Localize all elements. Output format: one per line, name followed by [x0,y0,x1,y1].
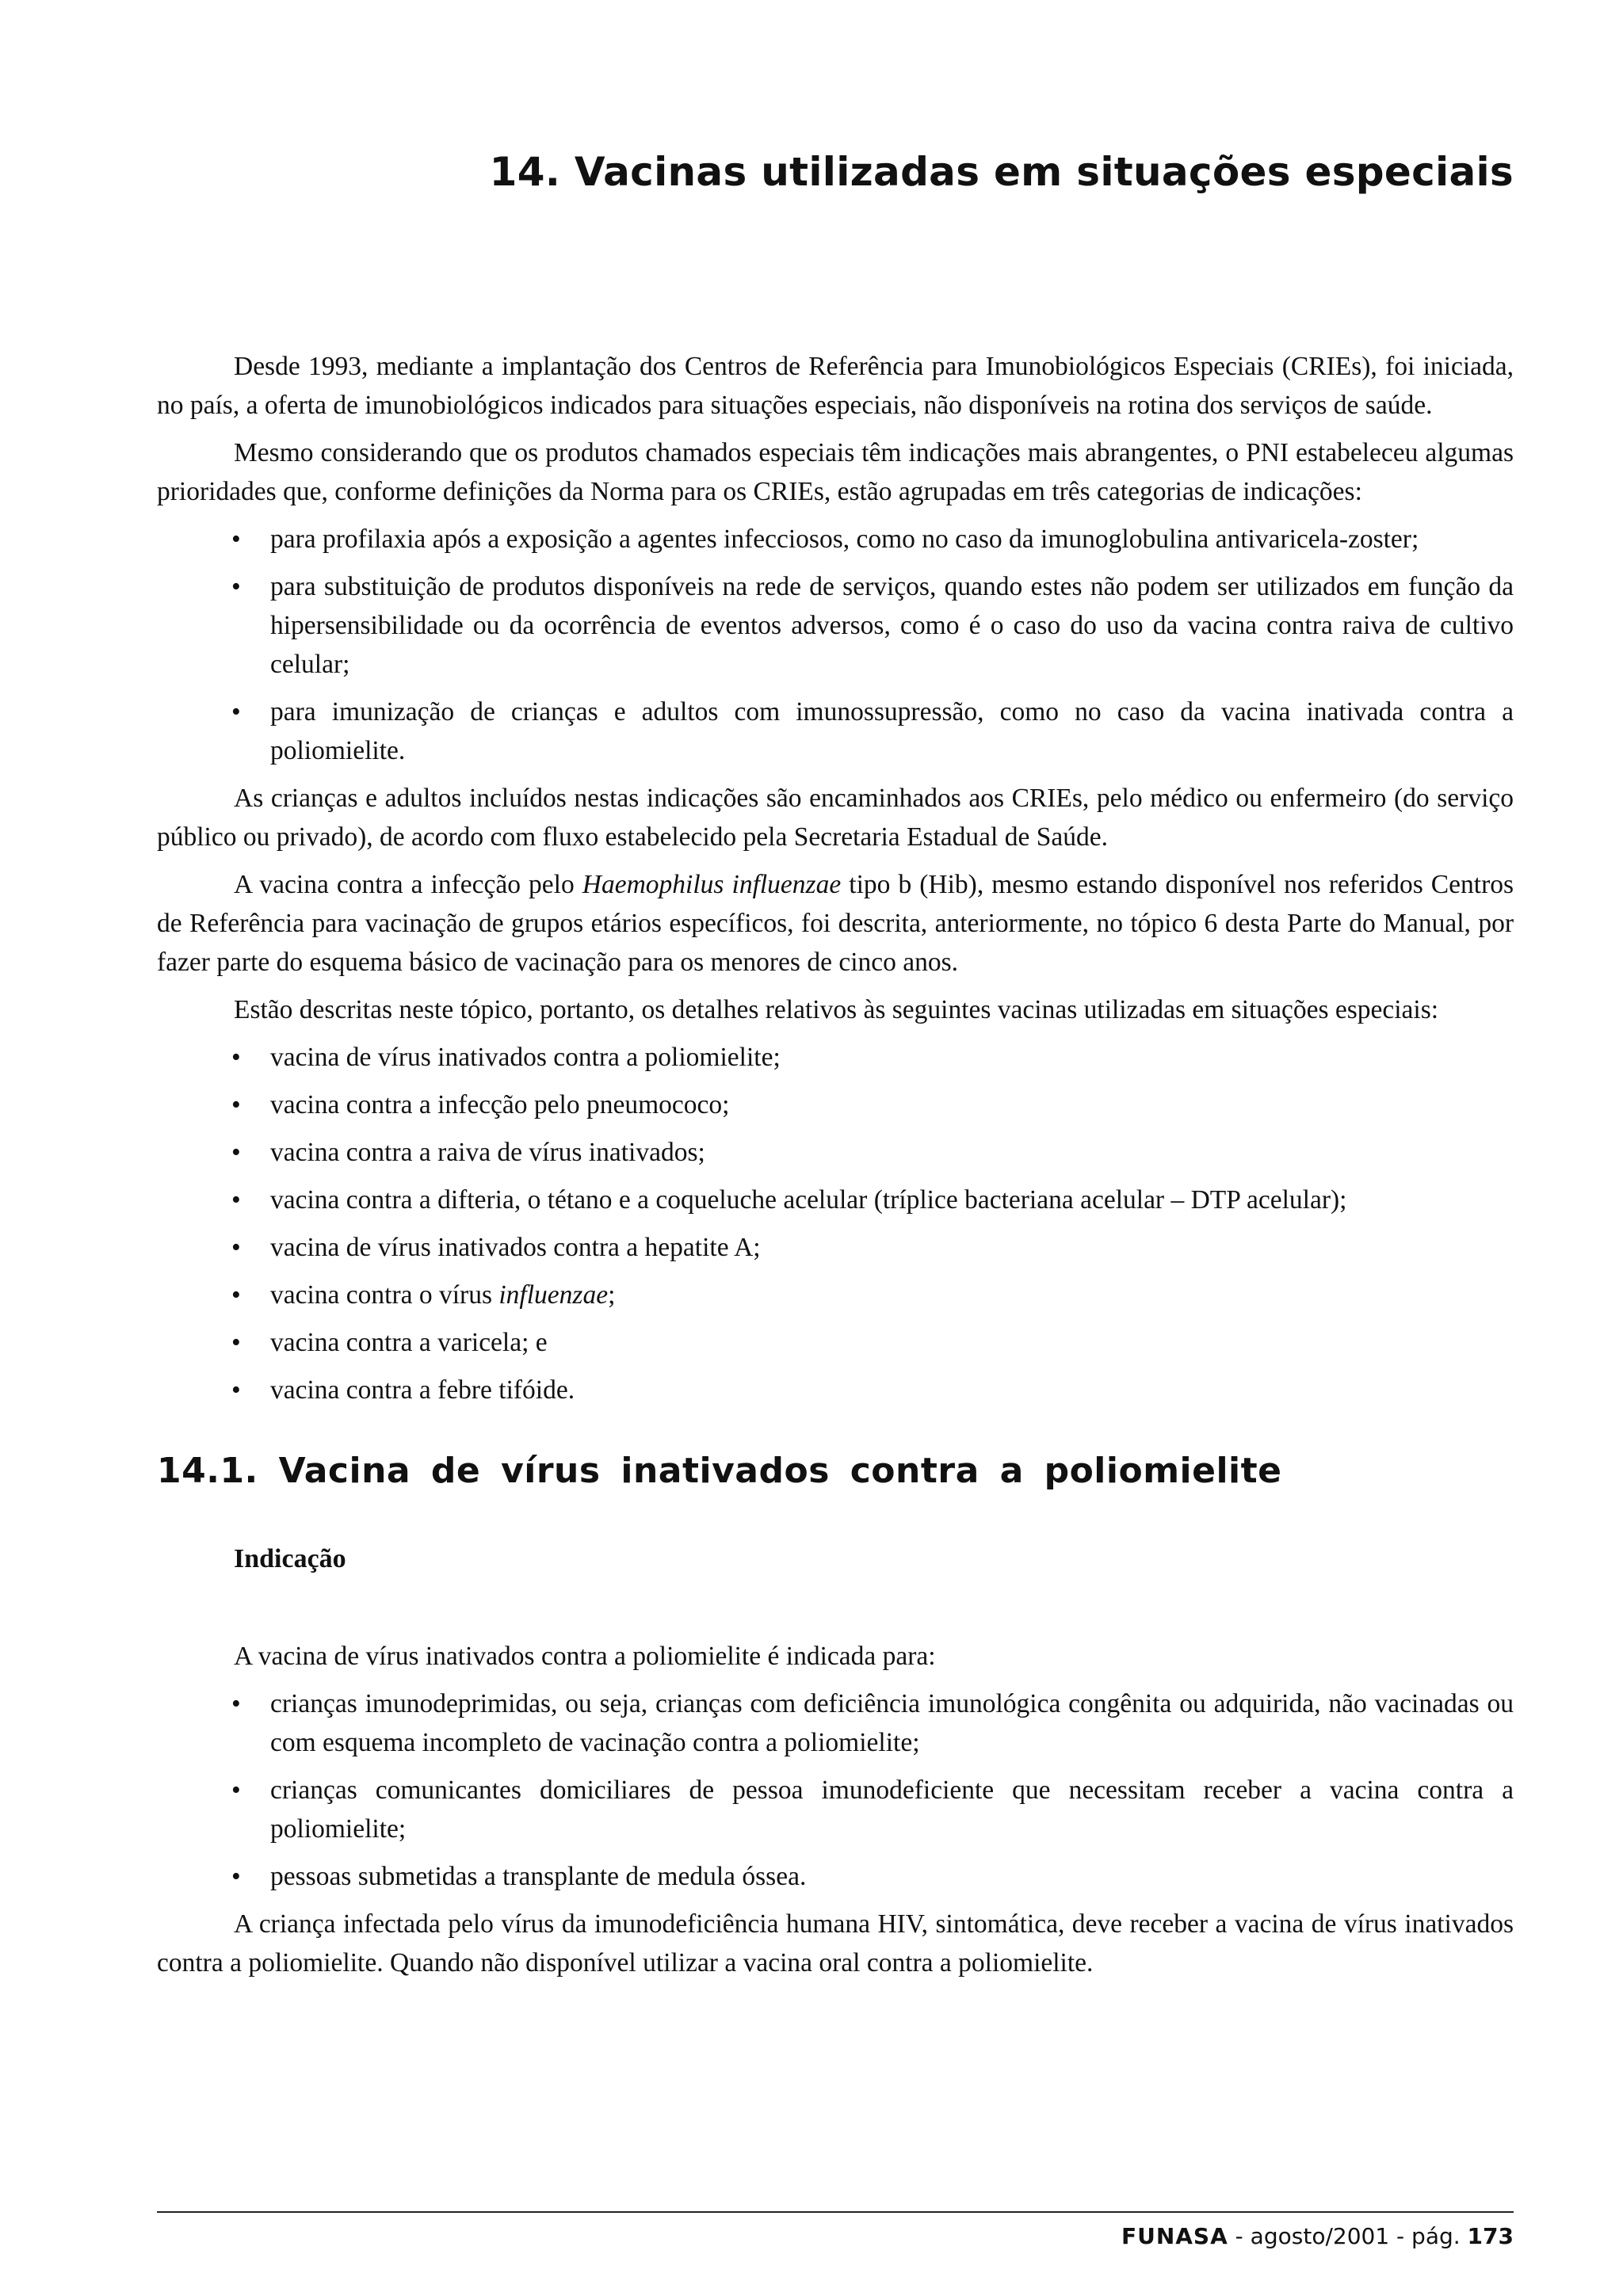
list-item [157,692,1514,770]
list-item-text: para substituição de produtos disponíveis na rede de serviços, quando estes não podem ser utilizados em função da hipersensibilidade ou da ocorrência de eventos adversos, como é o caso do uso da vacina contra raiva de cultivo celular; [270,572,1514,679]
list-item [157,1085,1514,1124]
list-item-text: crianças imunodeprimidas, ou seja, crianças com deficiência imunológica congênita ou adquirida, não vacinadas ou com esquema incompleto de vacinação contra a poliomielite; [270,1689,1514,1757]
footer-brand: FUNASA [1121,2223,1228,2249]
list-item-text: vacina contra a difteria, o tétano e a coqueluche acelular (tríplice bacteriana acelular – DTP acelular); [270,1185,1347,1215]
paragraph-hiv: A criança infectada pelo vírus da imunodeficiência humana HIV, sintomática, deve receber a vacina de vírus inativados contra a poliomielite. Quando não disponível utilizar a vacina oral contra a poliomielite. [157,1909,1514,1978]
list-item [157,1228,1514,1267]
subheading-indicacao: Indicação [234,1544,346,1573]
paragraph-hib [157,865,1514,982]
footer-divider [157,2211,1514,2213]
indications-list [157,1684,1514,1896]
bullet-icon: • [231,1328,241,1357]
categories-list [157,520,1514,770]
paragraph-pni-priorities: Mesmo considerando que os produtos chamados especiais têm indicações mais abrangentes, o PNI estabeleceu algumas prioridades que, conforme definições da Norma para os CRIEs, estão agrupadas em três categorias de indicações: [157,438,1514,506]
list-item [157,520,1514,559]
list-item [157,1857,1514,1896]
list-item [157,567,1514,684]
bullet-icon: • [231,1775,241,1805]
page-number: 173 [1467,2223,1514,2249]
paragraph-referral: As crianças e adultos incluídos nestas indicações são encaminhados aos CRIEs, pelo médico ou enfermeiro (do serviço público ou privado), de acordo com fluxo estabelecido pela Secretaria Estadual de Saúde. [157,784,1514,852]
vaccines-list [157,1038,1514,1409]
list-item-text: pessoas submetidas a transplante de medula óssea. [270,1862,807,1891]
list-item-text-end: ; [608,1280,616,1310]
paragraph-hib-start: A vacina contra a infecção pelo [234,870,582,899]
bullet-icon: • [231,1233,241,1262]
bullet-icon: • [231,572,241,601]
list-item-text: crianças comunicantes domiciliares de pessoa imunodeficiente que necessitam receber a vacina contra a poliomielite; [270,1775,1514,1844]
list-item [157,1371,1514,1409]
list-item-text: para imunização de crianças e adultos com imunossupressão, como no caso da vacina inativada contra a poliomielite. [270,697,1514,765]
bullet-icon: • [231,1689,241,1718]
chapter-title: 14. Vacinas utilizadas em situações especiais [489,149,1514,195]
list-item-text: vacina de vírus inativados contra a poliomielite; [270,1043,781,1072]
bullet-icon: • [231,1043,241,1072]
list-item-text: vacina contra a infecção pelo pneumococo; [270,1090,730,1119]
bullet-icon: • [231,1185,241,1215]
page-content [157,347,1514,1991]
bullet-icon: • [231,524,241,554]
list-item-text: vacina contra a raiva de vírus inativados; [270,1138,705,1167]
page-footer [1121,2223,1514,2249]
bullet-icon: • [231,1090,241,1119]
list-item-text: para profilaxia após a exposição a agentes infecciosos, como no caso da imunoglobulina antivaricela-zoster; [270,524,1419,554]
bullet-icon: • [231,1138,241,1167]
list-item [157,1276,1514,1314]
document-page [157,0,1514,2296]
list-item [157,1133,1514,1172]
list-item [157,1323,1514,1362]
bullet-icon: • [231,1280,241,1310]
paragraph-hib-italic: Haemophilus influenzae [582,870,842,899]
bullet-icon: • [231,1375,241,1405]
list-item [157,1771,1514,1848]
bullet-icon: • [231,697,241,727]
list-item-text: vacina contra a varicela; e [270,1328,548,1357]
list-item-italic: influenzae [498,1280,609,1310]
list-item [157,1684,1514,1762]
paragraph-cries-history: Desde 1993, mediante a implantação dos Centros de Referência para Imunobiológicos Especiais (CRIEs), foi iniciada, no país, a oferta de imunobiológicos indicados para situações especiais, não disponíveis na rotina dos serviços de saúde. [157,352,1514,420]
list-item-text: vacina contra o vírus [270,1280,499,1310]
paragraph-vaccines-intro: Estão descritas neste tópico, portanto, os detalhes relativos às seguintes vacinas utilizadas em situações especiais: [234,995,1439,1024]
paragraph-hib-end: tipo b (Hib), mesmo estando disponível nos referidos Centros de Referência para vacinação de grupos etários específicos, foi descrita, anteriormente, no tópico 6 desta Parte do Manual, por fazer parte do esquema básico de vacinação para os menores de cinco anos. [157,870,1514,977]
list-item [157,1038,1514,1077]
section-title: 14.1. Vacina de vírus inativados contra a poliomielite [157,1451,1282,1491]
list-item-text: vacina de vírus inativados contra a hepatite A; [270,1233,761,1262]
list-item-text: vacina contra a febre tifóide. [270,1375,575,1405]
bullet-icon: • [231,1862,241,1891]
footer-date: - agosto/2001 - pág. [1228,2223,1468,2249]
paragraph-indication-intro: A vacina de vírus inativados contra a poliomielite é indicada para: [234,1642,936,1671]
list-item [157,1180,1514,1219]
